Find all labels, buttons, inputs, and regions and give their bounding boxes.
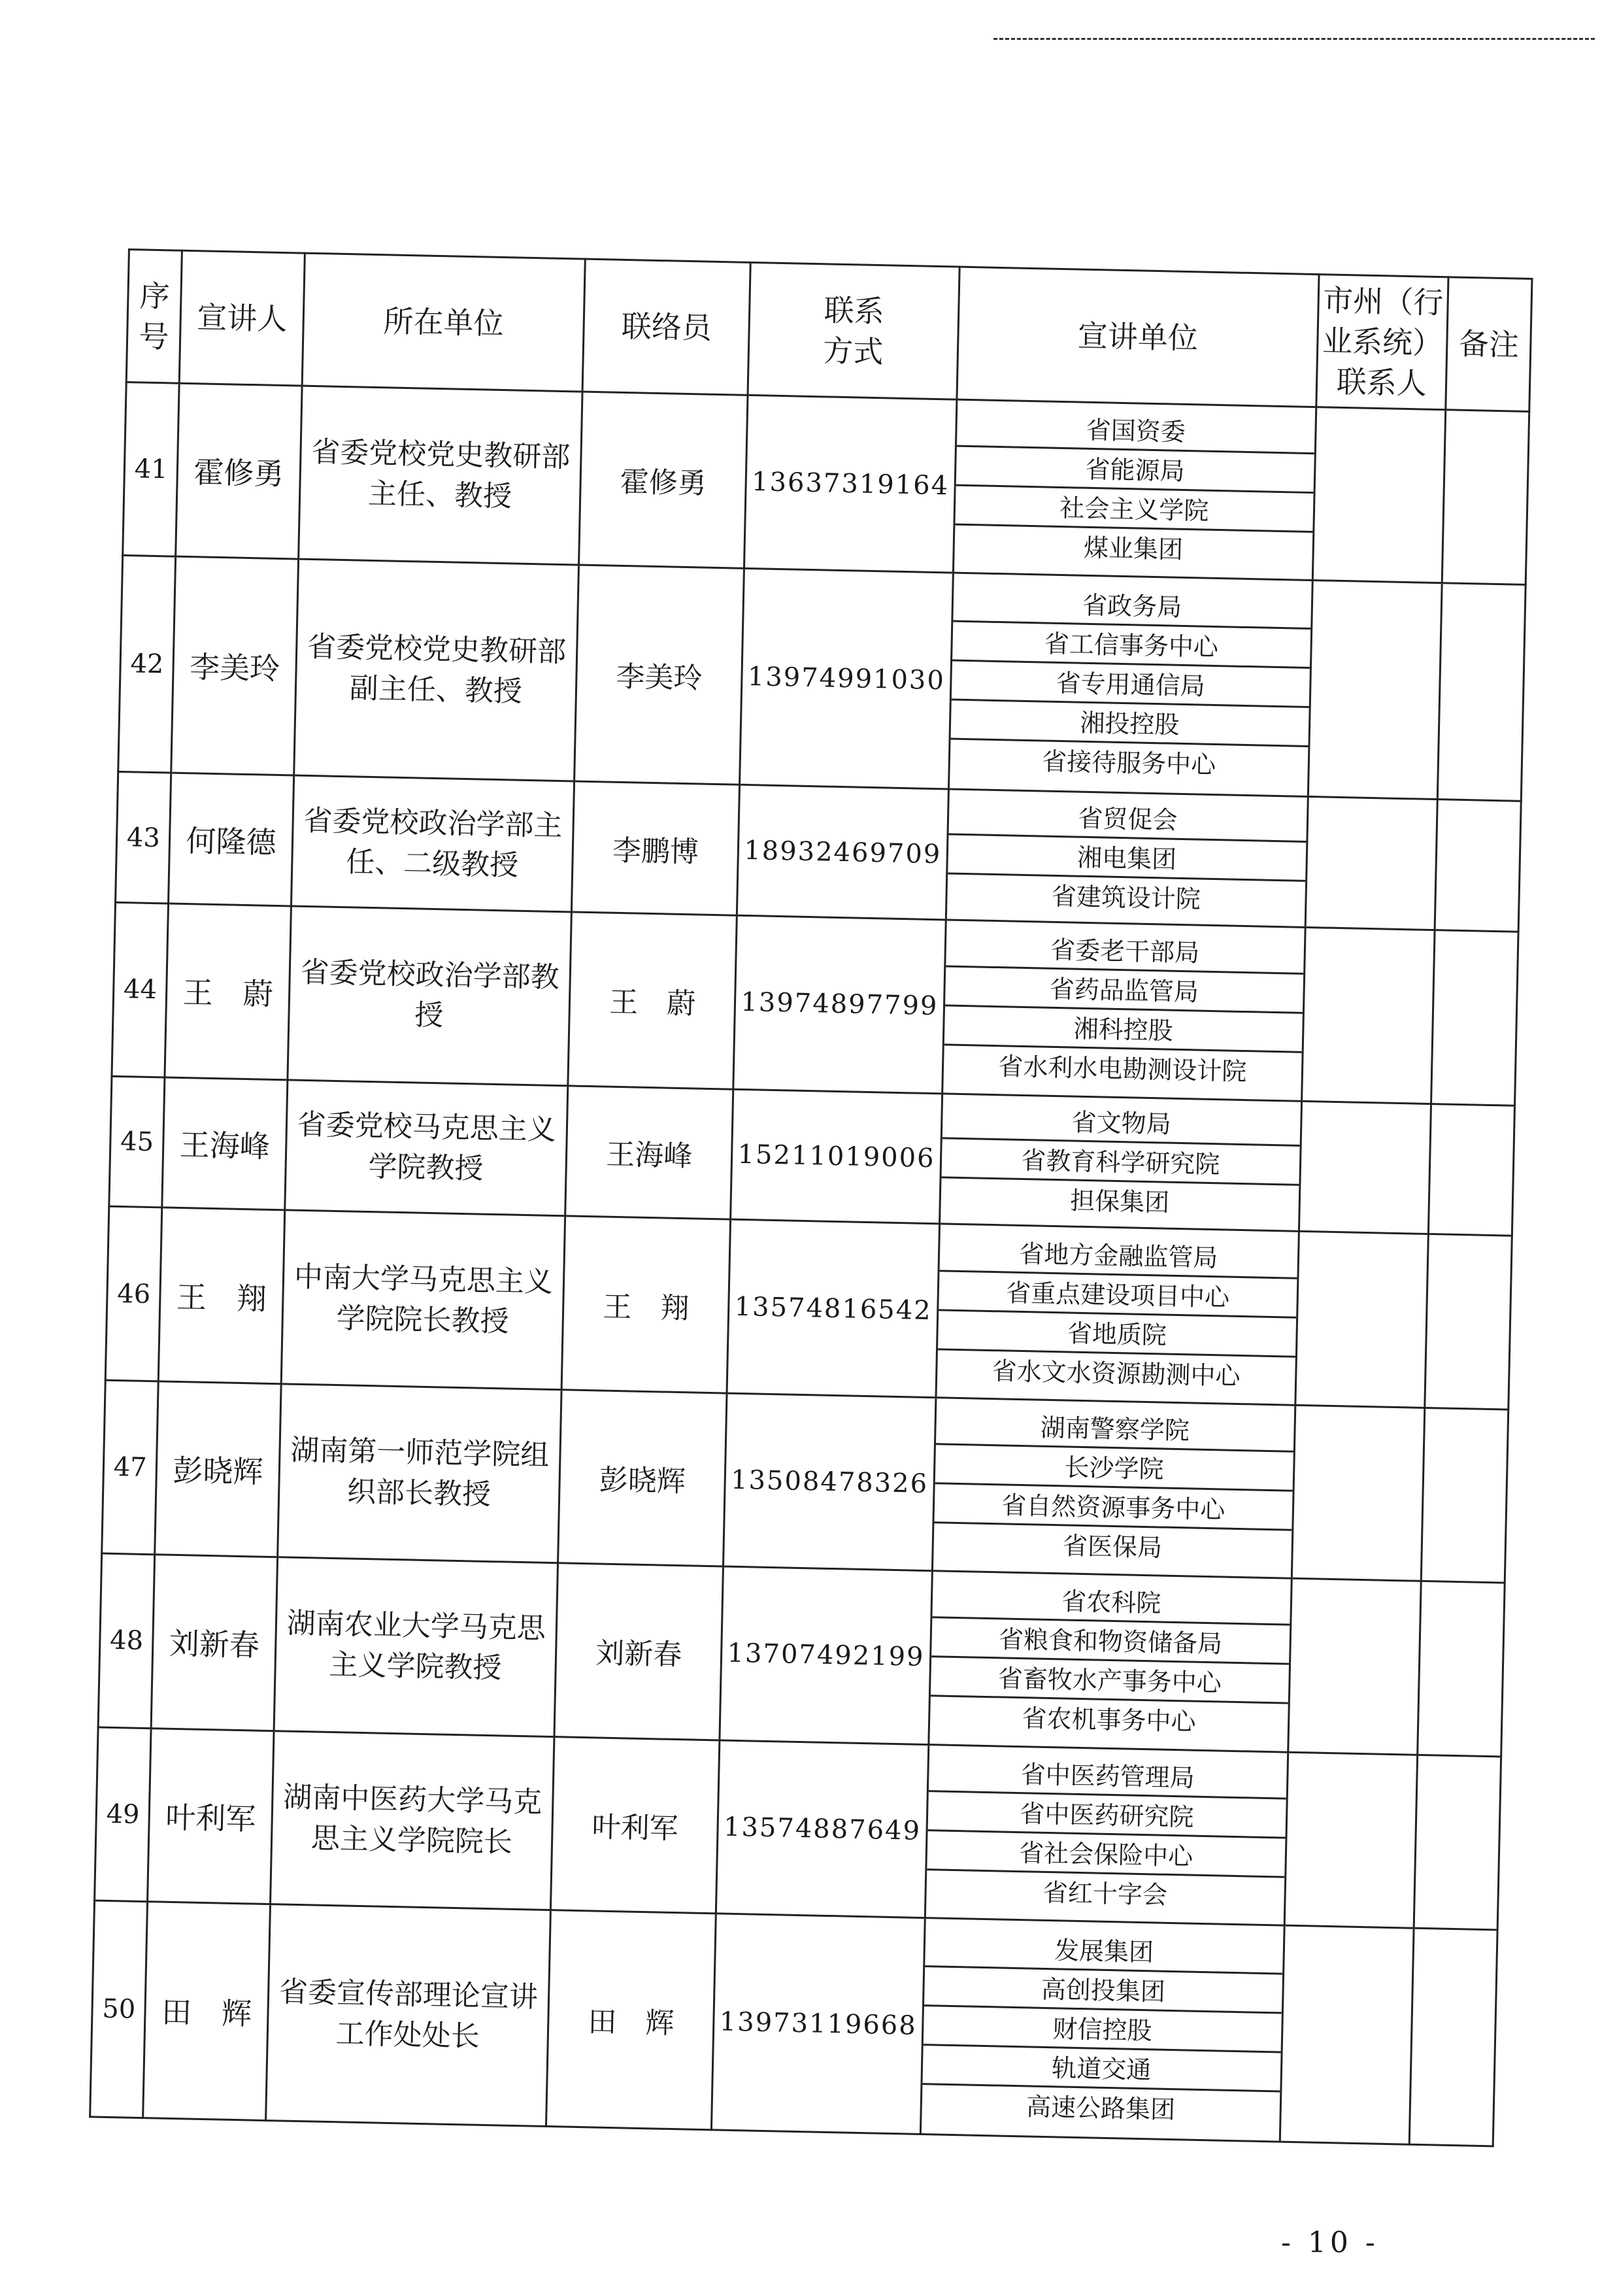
contact-phone: 13707492199 [720,1566,932,1744]
lecturer-roster-table [89,248,1533,2147]
page-number: - 10 - [1281,2226,1379,2259]
target-org: 煤业集团 [1083,533,1184,565]
target-org: 轨道交通 [922,2046,1281,2092]
row-number: 46 [105,1207,162,1381]
target-org: 省地方金融监管局 [939,1232,1298,1279]
city-contact-cell [1312,407,1446,583]
remark-cell [1414,1755,1501,1930]
target-org-list [928,1571,1292,1752]
liaison-name: 王 翔 [561,1216,731,1393]
target-org: 省农机事务中心 [1022,1704,1196,1737]
target-org-list [920,1918,1284,2142]
header-contact [748,262,959,399]
city-contact-cell [1292,1405,1425,1581]
table-row [95,1727,1501,1930]
liaison-name: 李鹏博 [571,781,739,915]
header-city-line3: 联系人 [1336,363,1427,401]
header-seq-line2: 号 [138,318,169,355]
city-contact-cell [1308,581,1442,800]
remark-cell [1409,1928,1497,2146]
speaker-unit: 省委党校马克思主义学院教授 [284,1079,567,1216]
target-org: 省教育科学研究院 [941,1139,1300,1185]
city-contact-cell [1302,928,1435,1104]
header-seq-line1: 序 [139,278,171,314]
liaison-name: 霍修勇 [579,392,748,569]
target-org: 省粮食和物资储备局 [931,1619,1290,1665]
speaker-name: 李美玲 [171,557,298,776]
target-org: 省文物局 [942,1100,1301,1146]
remark-cell [1425,1234,1512,1410]
target-org-list [936,1224,1299,1405]
target-org: 省社会保险中心 [927,1831,1286,1878]
speaker-unit: 湖南农业大学马克思主义学院教授 [274,1557,558,1736]
target-org: 省能源局 [956,447,1314,494]
speaker-name: 王 翔 [159,1207,285,1383]
header-city-line1: 市州（行 [1322,282,1444,321]
row-number: 45 [109,1076,165,1208]
speaker-unit: 省委党校政治学部主任、二级教授 [291,775,574,912]
speaker-name: 王海峰 [162,1077,287,1211]
top-dashed-rule [993,38,1595,40]
target-org: 长沙学院 [935,1445,1293,1491]
row-number: 43 [116,772,172,904]
row-number: 50 [90,1900,148,2118]
header-contact-line1: 联系 [824,292,885,329]
target-org: 社会主义学院 [955,486,1314,533]
speaker-unit: 中南大学马克思主义学院院长教授 [281,1210,565,1389]
target-org: 担保集团 [1069,1186,1170,1217]
city-contact-cell [1305,797,1437,930]
target-org: 湘科控股 [944,1007,1303,1053]
table-row [105,1207,1512,1410]
header-target: 宣讲单位 [957,267,1320,407]
speaker-unit: 省委党校党史教研部主任、教授 [298,386,582,565]
target-org: 省专用通信局 [951,662,1310,708]
remark-cell [1429,1104,1515,1236]
city-contact-cell [1295,1232,1429,1408]
remark-cell [1442,410,1529,585]
target-org: 省农科院 [932,1579,1291,1626]
city-contact-cell [1299,1101,1431,1234]
speaker-unit: 省委党校政治学部教授 [288,906,572,1085]
city-contact-cell [1288,1578,1422,1754]
target-org-list [939,1093,1302,1231]
contact-phone: 13974897799 [733,915,946,1093]
contact-phone: 13508478326 [724,1393,936,1571]
target-org: 发展集团 [925,1928,1284,1974]
target-org: 省政务局 [953,583,1312,630]
target-org: 湘电集团 [948,835,1307,881]
contact-phone: 13574816542 [727,1220,939,1398]
header-seq [126,250,182,384]
contact-phone: 13574887649 [716,1740,929,1918]
target-org: 省医保局 [1062,1531,1163,1562]
liaison-name: 田 辉 [546,1910,716,2130]
table-row [123,382,1529,584]
liaison-name: 王 蔚 [568,912,737,1089]
row-number: 48 [98,1553,155,1728]
row-number: 47 [102,1380,159,1555]
target-org: 省药品监管局 [945,968,1304,1014]
target-org: 省红十字会 [1042,1878,1168,1910]
target-org: 省地质院 [938,1311,1297,1357]
city-contact-cell [1280,1925,1414,2144]
table-row [102,1380,1509,1583]
target-org: 省重点建设项目中心 [939,1272,1297,1318]
target-org: 财信控股 [923,2006,1282,2053]
target-org: 高速公路集团 [1025,2092,1176,2125]
contact-phone: 15211019006 [731,1089,942,1224]
target-org: 湖南警察学院 [936,1406,1295,1452]
speaker-unit: 湖南中医药大学马克思主义学院院长 [270,1730,554,1910]
speaker-name: 何隆德 [169,773,293,906]
target-org: 省接待服务中心 [1041,747,1216,780]
target-org: 省国资委 [956,408,1315,454]
target-org-list [942,920,1305,1101]
target-org: 省自然资源事务中心 [934,1484,1293,1530]
target-org: 省贸促会 [948,796,1307,842]
target-org: 省中医药管理局 [928,1753,1287,1799]
header-city-contact [1316,275,1448,410]
target-org: 省委老干部局 [946,928,1305,975]
contact-phone: 13973119668 [712,1914,925,2135]
remark-cell [1418,1581,1505,1757]
target-org-list [946,789,1309,927]
target-org: 高创投集团 [924,1967,1283,2014]
target-org: 省水利水电勘测设计院 [997,1052,1247,1087]
target-org: 省工信事务中心 [952,622,1311,669]
target-org: 省水文水资源勘测中心 [992,1356,1241,1391]
target-org-list [932,1398,1295,1579]
target-org-list [948,573,1312,796]
table-row [90,1900,1497,2146]
liaison-name: 刘新春 [554,1563,724,1740]
header-unit: 所在单位 [302,253,586,392]
liaison-name: 彭晓辉 [558,1390,727,1567]
contact-phone: 13974991030 [740,569,953,790]
row-number: 49 [95,1727,152,1902]
speaker-name: 田 辉 [143,1902,270,2121]
target-org: 省畜牧水产事务中心 [930,1658,1289,1704]
target-org: 湘投控股 [950,701,1309,747]
table-row [112,902,1518,1105]
remark-cell [1421,1408,1508,1583]
header-contact-line2: 方式 [822,333,884,370]
liaison-name: 李美玲 [575,565,744,785]
header-remark: 备注 [1446,277,1532,412]
speaker-name: 霍修勇 [176,383,302,559]
table-row [118,556,1525,802]
contact-phone: 13637319164 [744,395,957,573]
remark-cell [1431,930,1518,1106]
liaison-name: 叶利军 [550,1736,720,1914]
header-liaison: 联络员 [582,259,750,395]
target-org: 省建筑设计院 [1051,881,1201,914]
remark-cell [1438,583,1526,802]
city-contact-cell [1284,1752,1418,1928]
speaker-unit: 湖南第一师范学院组织部长教授 [277,1384,561,1563]
speaker-name: 王 蔚 [165,903,291,1079]
row-number: 44 [112,902,169,1077]
remark-cell [1435,800,1521,932]
speaker-name: 彭晓辉 [155,1381,281,1557]
table-row [98,1553,1505,1756]
speaker-unit: 省委党校党史教研部副主任、教授 [293,559,578,781]
target-org-list [925,1744,1288,1925]
target-org: 省中医药研究院 [927,1792,1286,1838]
row-number: 42 [118,556,176,773]
roster-body [90,382,1529,2146]
header-speaker: 宣讲人 [180,250,305,386]
speaker-name: 刘新春 [152,1555,278,1730]
row-number: 41 [123,382,180,556]
contact-phone: 18932469709 [737,785,948,920]
liaison-name: 王海峰 [565,1085,733,1219]
header-city-line2: 业系统） [1322,323,1443,362]
speaker-unit: 省委宣传部理论宣讲工作处处长 [265,1904,550,2127]
speaker-name: 叶利军 [148,1728,274,1904]
target-org-list [953,399,1316,581]
